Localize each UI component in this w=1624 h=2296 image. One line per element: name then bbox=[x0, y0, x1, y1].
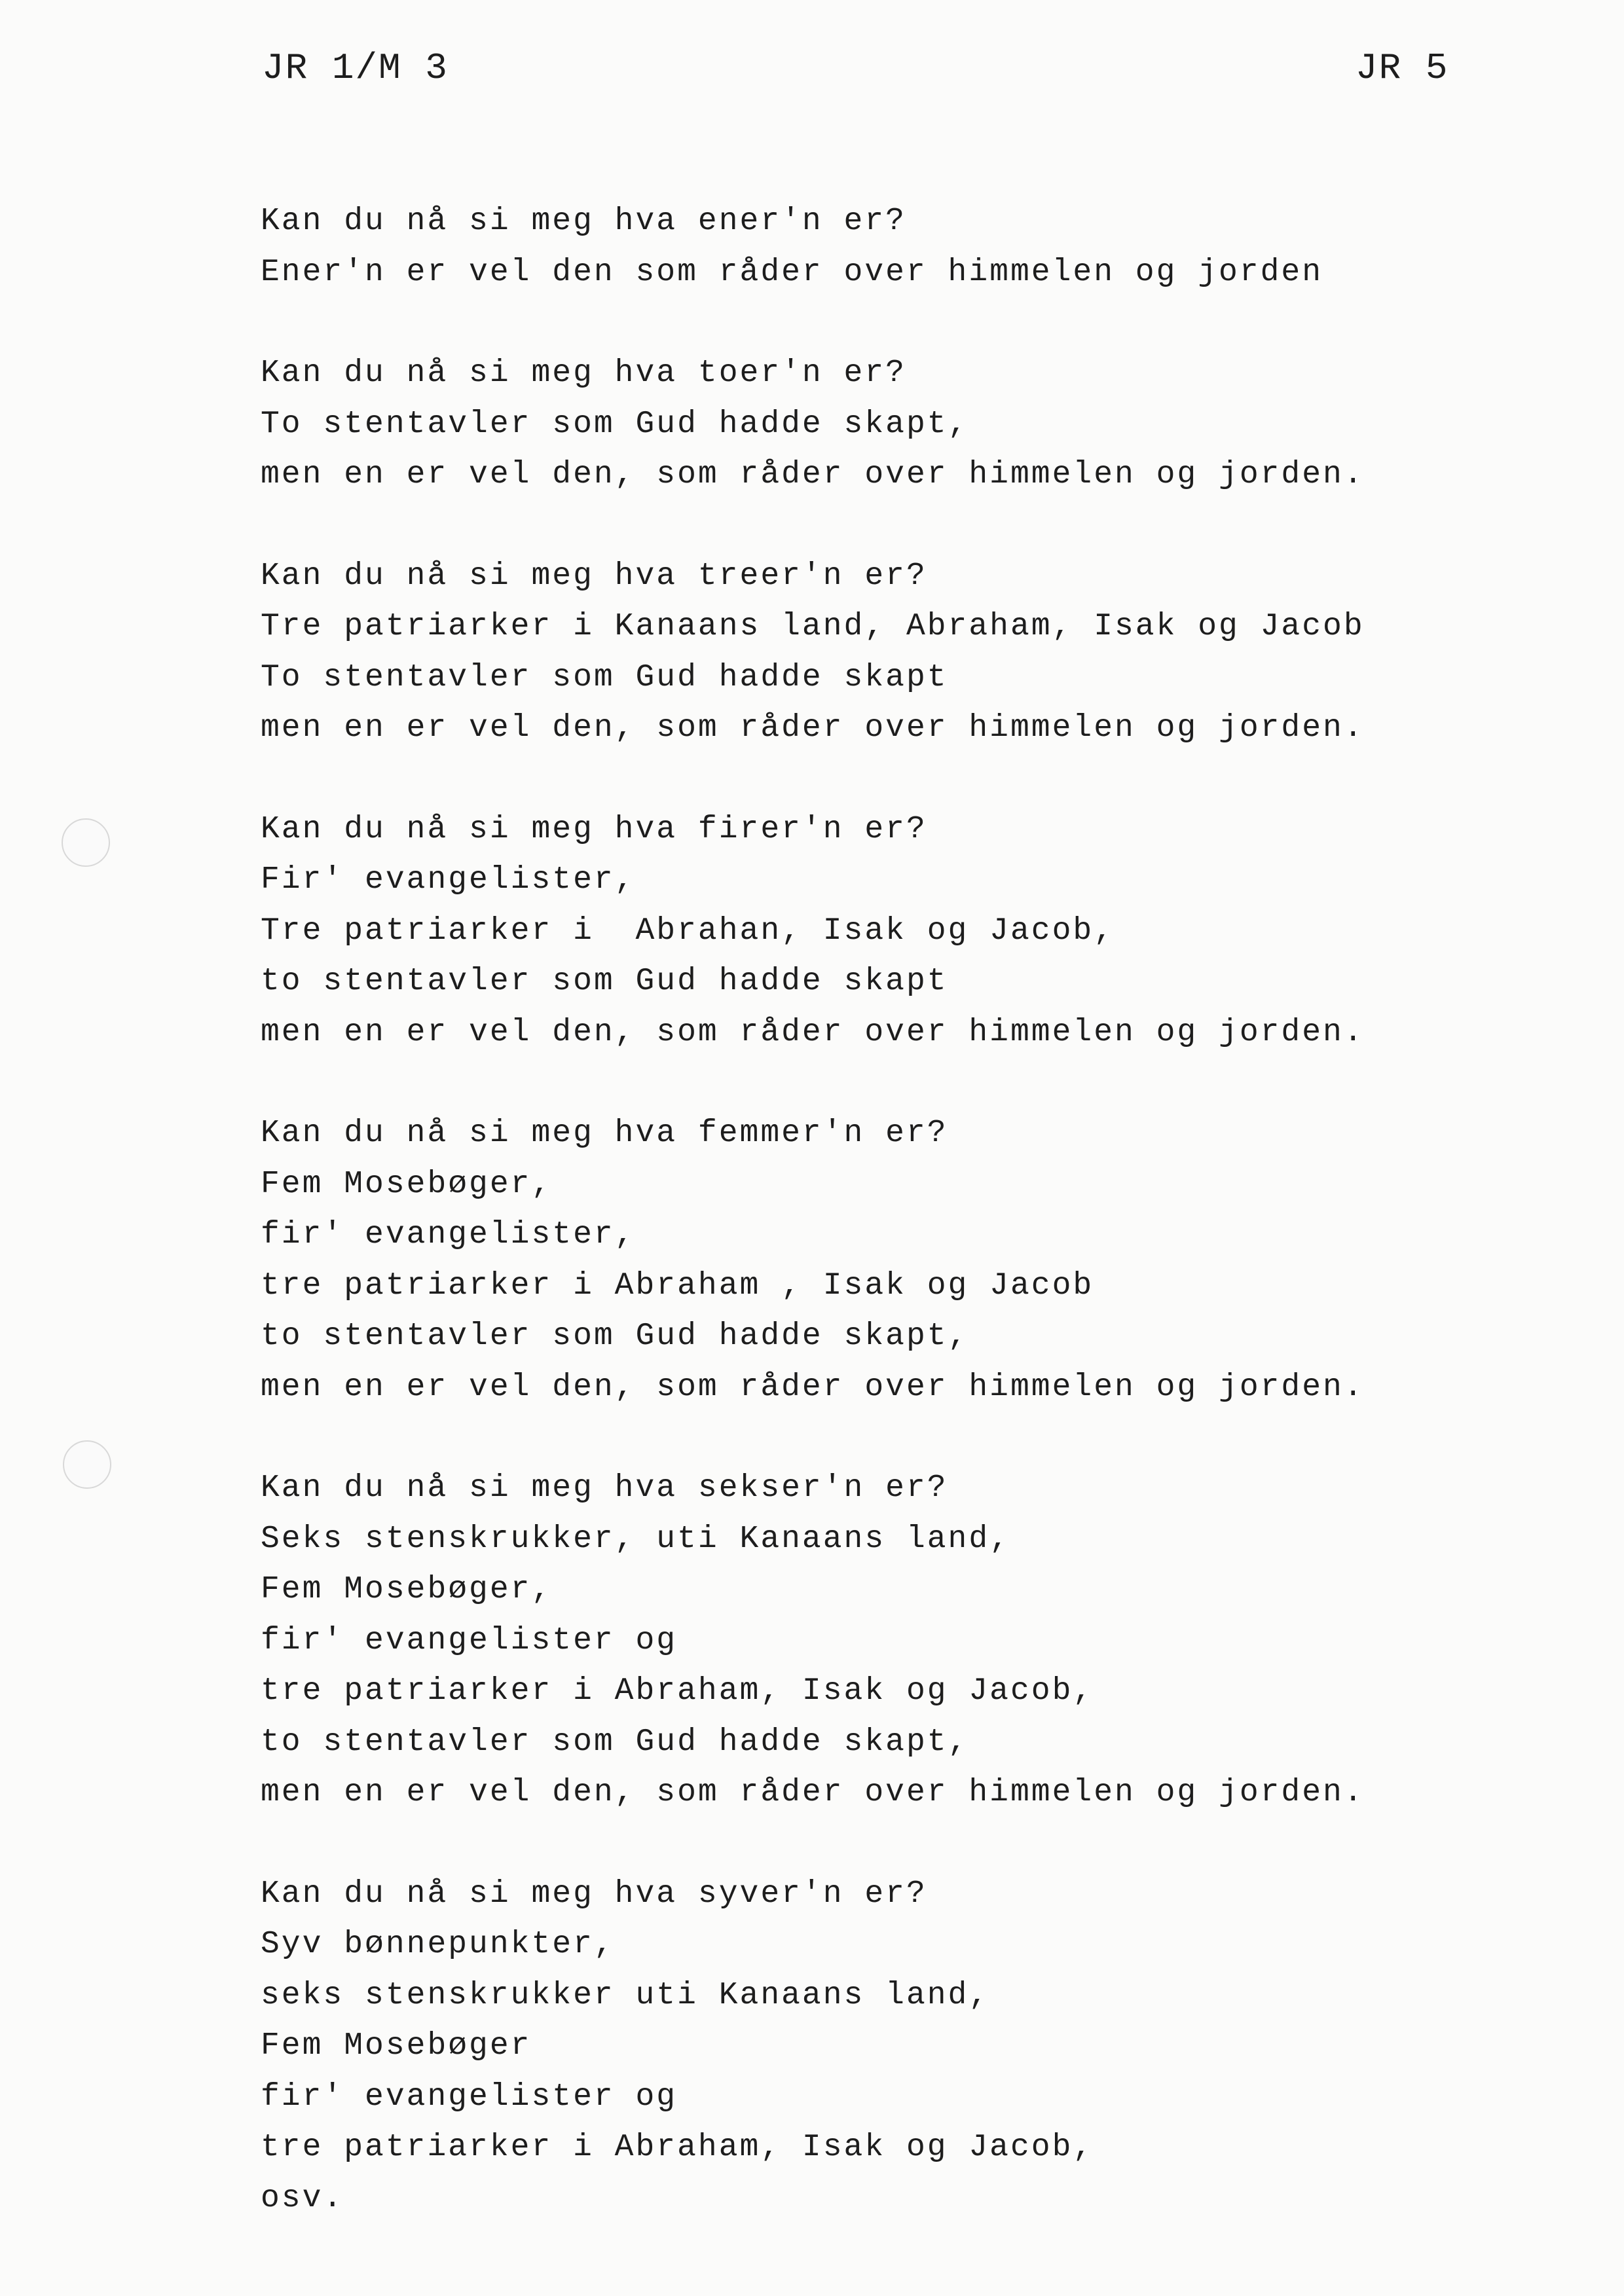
stanza-line: tre patriarker i Abraham , Isak og Jacob bbox=[261, 1267, 1094, 1303]
stanza-line: Kan du nå si meg hva syver'n er? bbox=[261, 1876, 927, 1912]
stanza-3 bbox=[261, 551, 1439, 754]
stanza-line: Ener'n er vel den som råder over himmelen og jorden bbox=[261, 254, 1323, 290]
stanza-line: Kan du nå si meg hva firer'n er? bbox=[261, 811, 927, 847]
stanza-line: Kan du nå si meg hva ener'n er? bbox=[261, 204, 906, 239]
stanza-line: to stentavler som Gud hadde skapt, bbox=[261, 1724, 969, 1760]
stanza-line: men en er vel den, som råder over himmelen og jorden. bbox=[261, 710, 1365, 746]
stanza-line: Tre patriarker i Kanaans land, Abraham, Isak og Jacob bbox=[261, 609, 1365, 644]
stanza-line: to stentavler som Gud hadde skapt bbox=[261, 964, 948, 999]
stanza-line: Fem Mosebøger bbox=[261, 2028, 532, 2064]
stanza-line: fir' evangelister og bbox=[261, 2079, 678, 2115]
stanza-line: Syv bønnepunkter, bbox=[261, 1927, 615, 1962]
stanza-line: Kan du nå si meg hva treer'n er? bbox=[261, 558, 927, 594]
punch-hole bbox=[63, 1440, 111, 1489]
stanza-line: seks stenskrukker uti Kanaans land, bbox=[261, 1977, 990, 2013]
stanza-5 bbox=[261, 1108, 1439, 1413]
stanza-line: Fem Mosebøger, bbox=[261, 1572, 553, 1607]
stanza-line: fir' evangelister, bbox=[261, 1217, 636, 1252]
stanza-line: To stentavler som Gud hadde skapt, bbox=[261, 406, 969, 442]
stanza-line: Seks stenskrukker, uti Kanaans land, bbox=[261, 1521, 1010, 1557]
stanza-line: men en er vel den, som råder over himmelen og jorden. bbox=[261, 1369, 1365, 1405]
stanza-line: Kan du nå si meg hva femmer'n er? bbox=[261, 1116, 948, 1151]
stanza-line: Fir' evangelister, bbox=[261, 862, 636, 898]
stanza-line: osv. bbox=[261, 2180, 344, 2216]
stanza-line: To stentavler som Gud hadde skapt bbox=[261, 659, 948, 695]
stanza-line: tre patriarker i Abraham, Isak og Jacob, bbox=[261, 1673, 1094, 1709]
stanza-line: Kan du nå si meg hva sekser'n er? bbox=[261, 1470, 948, 1506]
stanza-1 bbox=[261, 196, 1439, 298]
punch-hole bbox=[62, 818, 110, 867]
stanza-line: men en er vel den, som råder over himmelen og jorden. bbox=[261, 1014, 1365, 1050]
stanza-line: Tre patriarker i Abrahan, Isak og Jacob, bbox=[261, 913, 1115, 949]
stanza-line: men en er vel den, som råder over himmelen og jorden. bbox=[261, 457, 1365, 492]
stanza-7 bbox=[261, 1869, 1439, 2225]
stanza-line: Fem Mosebøger, bbox=[261, 1166, 553, 1202]
stanza-line: men en er vel den, som råder over himmelen og jorden. bbox=[261, 1775, 1365, 1810]
stanza-6 bbox=[261, 1463, 1439, 1819]
song-text bbox=[261, 196, 1439, 2274]
stanza-2 bbox=[261, 348, 1439, 501]
header-reference-left: JR 1/M 3 bbox=[262, 47, 449, 89]
stanza-line: tre patriarker i Abraham, Isak og Jacob, bbox=[261, 2130, 1094, 2165]
stanza-line: fir' evangelister og bbox=[261, 1622, 678, 1658]
stanza-line: to stentavler som Gud hadde skapt, bbox=[261, 1319, 969, 1354]
stanza-line: Kan du nå si meg hva toer'n er? bbox=[261, 355, 906, 391]
header-page-number: JR 5 bbox=[1356, 47, 1449, 89]
stanza-4 bbox=[261, 805, 1439, 1059]
